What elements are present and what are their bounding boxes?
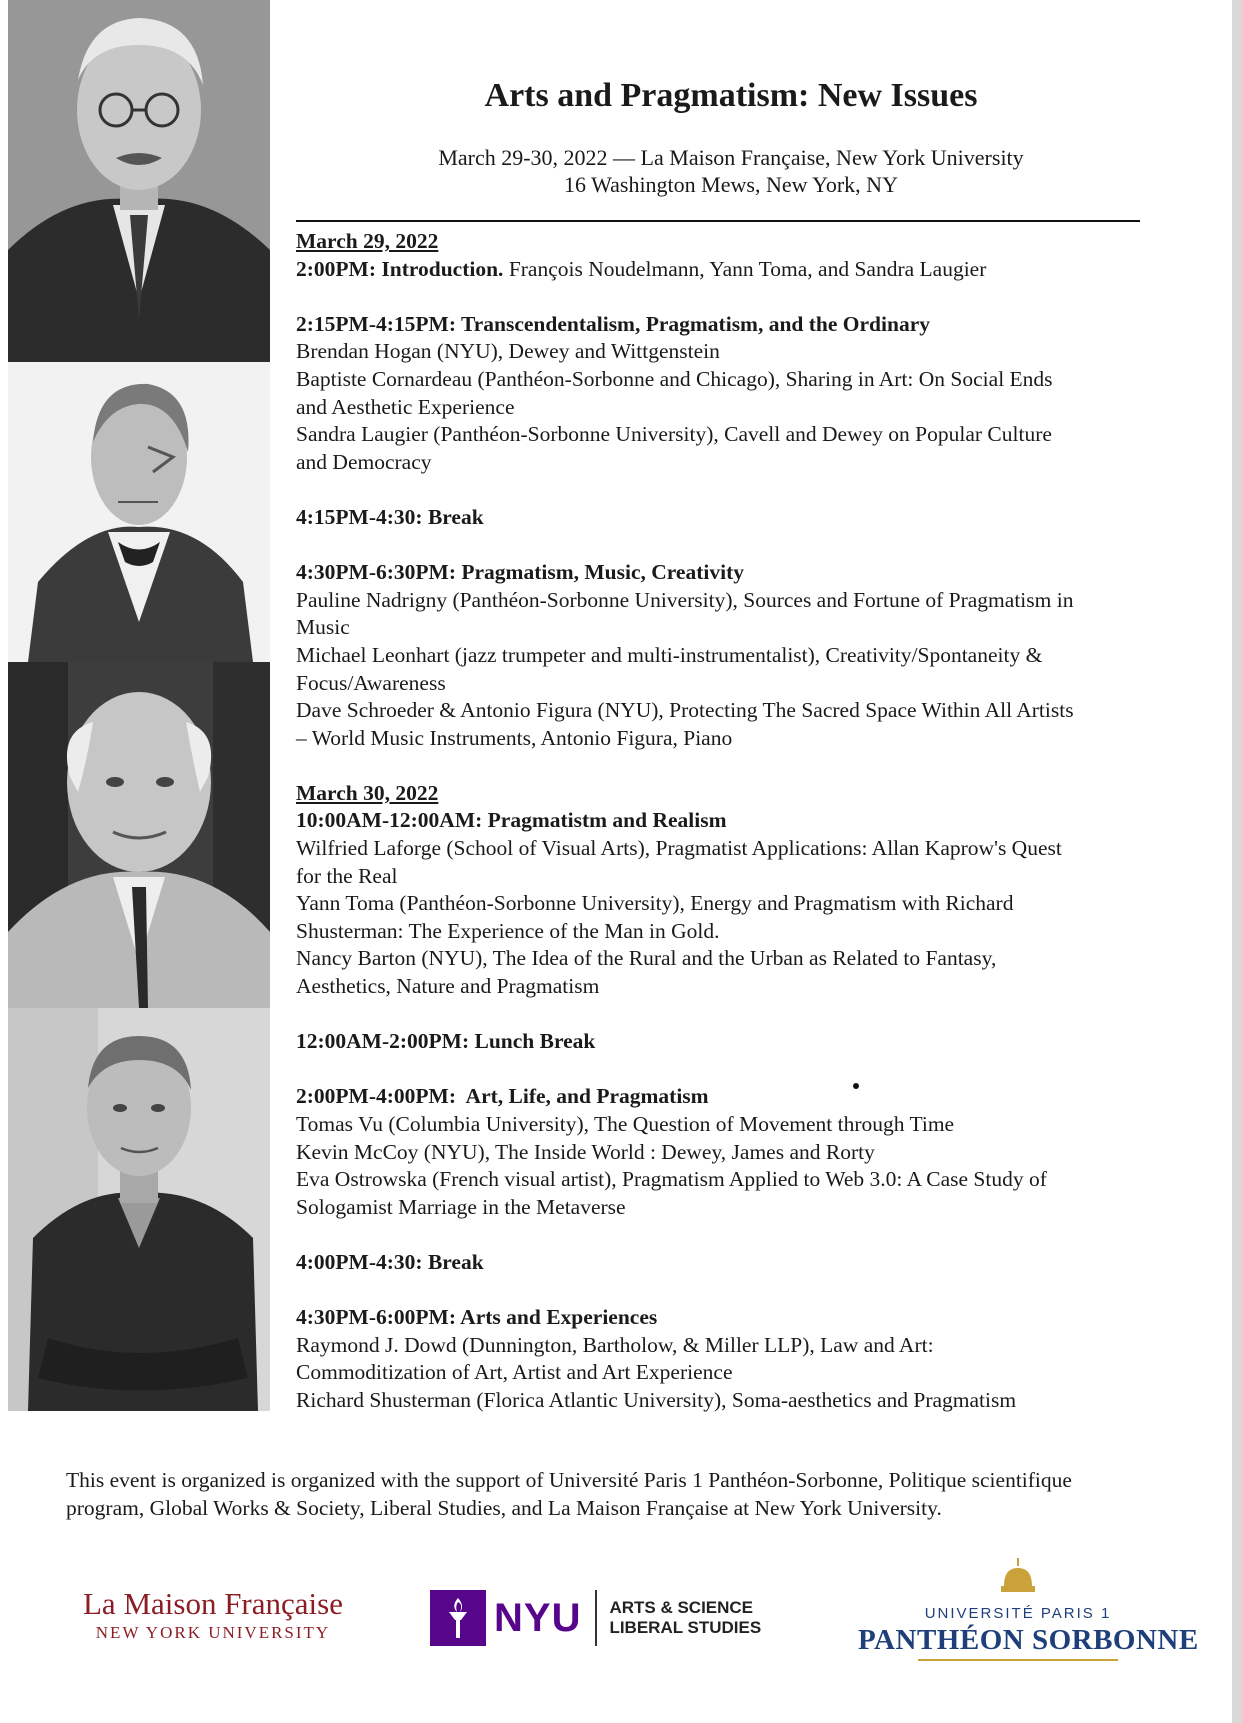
- session-3-talk-3: Nancy Barton (NYU), The Idea of the Rural and the Urban as Related to Fantasy,: [296, 946, 997, 971]
- portrait-2-image: [8, 362, 270, 662]
- session-3-talk-1-cont: for the Real: [296, 863, 398, 888]
- nyu-torch-icon: [430, 1590, 486, 1646]
- event-address: 16 Washington Mews, New York, NY: [564, 172, 898, 197]
- pantheon-sorbonne-name: PANTHÉON SORBONNE: [858, 1624, 1199, 1656]
- session-1-talk-1: Brendan Hogan (NYU), Dewey and Wittgenstein: [296, 339, 720, 364]
- session-4-talk-1: Tomas Vu (Columbia University), The Question of Movement through Time: [296, 1112, 955, 1136]
- session-5-talk-2: Richard Shusterman (Florica Atlantic University), Soma-aesthetics and Pragmatism: [296, 1387, 1017, 1412]
- session-2-talk-3-cont: – World Music Instruments, Antonio Figura, Piano: [296, 725, 733, 750]
- session-3-heading: 10:00AM-12:00AM: Pragmatistm and Realism: [296, 808, 727, 833]
- session-3-talk-3-cont: Aesthetics, Nature and Pragmatism: [296, 974, 600, 999]
- session-2-heading: 4:30PM-6:30PM: Pragmatism, Music, Creativity: [296, 560, 744, 585]
- break-2: 4:00PM-4:30: Break: [296, 1249, 484, 1274]
- event-dates-venue: March 29-30, 2022 — La Maison Française, New York University: [438, 145, 1024, 170]
- session-2-talk-2: Michael Leonhart (jazz trumpeter and multi-instrumentalist), Creativity/Spontaneity &: [296, 642, 1043, 667]
- lmf-logo-name: La Maison Française: [83, 1586, 343, 1621]
- session-5-talk-1: Raymond J. Dowd (Dunnington, Bartholow, & Miller LLP), Law and Art:: [296, 1332, 934, 1357]
- session-3-talk-2: Yann Toma (Panthéon-Sorbonne University), Energy and Pragmatism with Richard: [296, 891, 1014, 916]
- pantheon-dome-icon: [998, 1556, 1038, 1596]
- session-4-heading: 2:00PM-4:00PM: Art, Life, and Pragmatism: [296, 1084, 709, 1109]
- session-1-talk-3-cont: and Democracy: [296, 449, 432, 474]
- program-schedule: [296, 228, 1176, 1415]
- nyu-logo: [430, 1590, 761, 1646]
- pantheon-university-label: UNIVERSITÉ PARIS 1: [924, 1605, 1112, 1622]
- event-title: Arts and Pragmatism: New Issues: [484, 77, 978, 114]
- session-4-talk-3-cont: Sologamist Marriage in the Metaverse: [296, 1194, 626, 1219]
- portrait-3-image: [8, 662, 270, 1008]
- session-1-talk-3: Sandra Laugier (Panthéon-Sorbonne University), Cavell and Dewey on Popular Culture: [296, 422, 1052, 447]
- introduction-time: 2:00PM: Introduction.: [296, 256, 504, 281]
- session-2-talk-3: Dave Schroeder & Antonio Figura (NYU), Protecting The Sacred Space Within All Artists: [296, 698, 1074, 723]
- la-maison-francaise-logo: [78, 1586, 348, 1644]
- portrait-4-image: [8, 1008, 270, 1411]
- page-edge-shadow: [1232, 0, 1242, 1723]
- introduction-item: [296, 256, 1176, 284]
- nyu-liberal-studies: LIBERAL STUDIES: [609, 1618, 762, 1637]
- session-5-heading: 4:30PM-6:00PM: Arts and Experiences: [296, 1305, 658, 1330]
- session-3-talk-1: Wilfried Laforge (School of Visual Arts), Pragmatist Applications: Allan Kaprow's Quest: [296, 836, 1062, 861]
- stray-dot: [853, 1083, 859, 1089]
- support-note: [66, 1467, 1206, 1522]
- portrait-1-image: [8, 0, 270, 362]
- support-note-line-1: This event is organized is organized with the support of Université Paris 1 Panthéon-Sorbonne, Politique scientifique: [66, 1468, 1072, 1492]
- pantheon-sorbonne-logo: [858, 1556, 1199, 1661]
- day-1-date: March 29, 2022: [296, 229, 439, 253]
- portrait-photo-1: [8, 0, 270, 362]
- pantheon-gold-underline: [918, 1659, 1118, 1661]
- portrait-engraving-2: [8, 362, 270, 662]
- portrait-photo-4: [8, 1008, 270, 1411]
- session-4-talk-3: Eva Ostrowska (French visual artist), Pragmatism Applied to Web 3.0: A Case Study of: [296, 1167, 1047, 1192]
- portrait-photo-3: [8, 662, 270, 1008]
- nyu-arts-science: ARTS & SCIENCE: [609, 1598, 754, 1617]
- nyu-wordmark: NYU: [494, 1595, 582, 1640]
- session-5-talk-1-cont: Commoditization of Art, Artist and Art Experience: [296, 1360, 733, 1385]
- support-note-line-2: program, Global Works & Society, Liberal Studies, and La Maison Française at New York University.: [66, 1495, 942, 1520]
- nyu-logo-subtitle: [609, 1598, 761, 1638]
- session-2-talk-1: Pauline Nadrigny (Panthéon-Sorbonne University), Sources and Fortune of Pragmatism in: [296, 587, 1074, 612]
- nyu-logo-divider: [595, 1590, 597, 1646]
- day-2-date: March 30, 2022: [296, 780, 439, 805]
- session-2-talk-2-cont: Focus/Awareness: [296, 670, 446, 695]
- session-3-talk-2-cont: Shusterman: The Experience of the Man in Gold.: [296, 918, 720, 943]
- session-1-heading: 2:15PM-4:15PM: Transcendentalism, Pragmatism, and the Ordinary: [296, 311, 930, 336]
- session-2-talk-1-cont: Music: [296, 615, 350, 640]
- session-1-talk-2-cont: and Aesthetic Experience: [296, 394, 515, 419]
- break-1: 4:15PM-4:30: Break: [296, 504, 484, 529]
- lunch-break: 12:00AM-2:00PM: Lunch Break: [296, 1029, 596, 1054]
- header-divider: [296, 220, 1140, 222]
- session-4-talk-2: Kevin McCoy (NYU), The Inside World : Dewey, James and Rorty: [296, 1139, 875, 1164]
- session-1-talk-2: Baptiste Cornardeau (Panthéon-Sorbonne and Chicago), Sharing in Art: On Social Ends: [296, 366, 1053, 391]
- introduction-speakers: François Noudelmann, Yann Toma, and Sandra Laugier: [503, 256, 987, 281]
- lmf-logo-subtitle: NEW YORK UNIVERSITY: [95, 1623, 331, 1642]
